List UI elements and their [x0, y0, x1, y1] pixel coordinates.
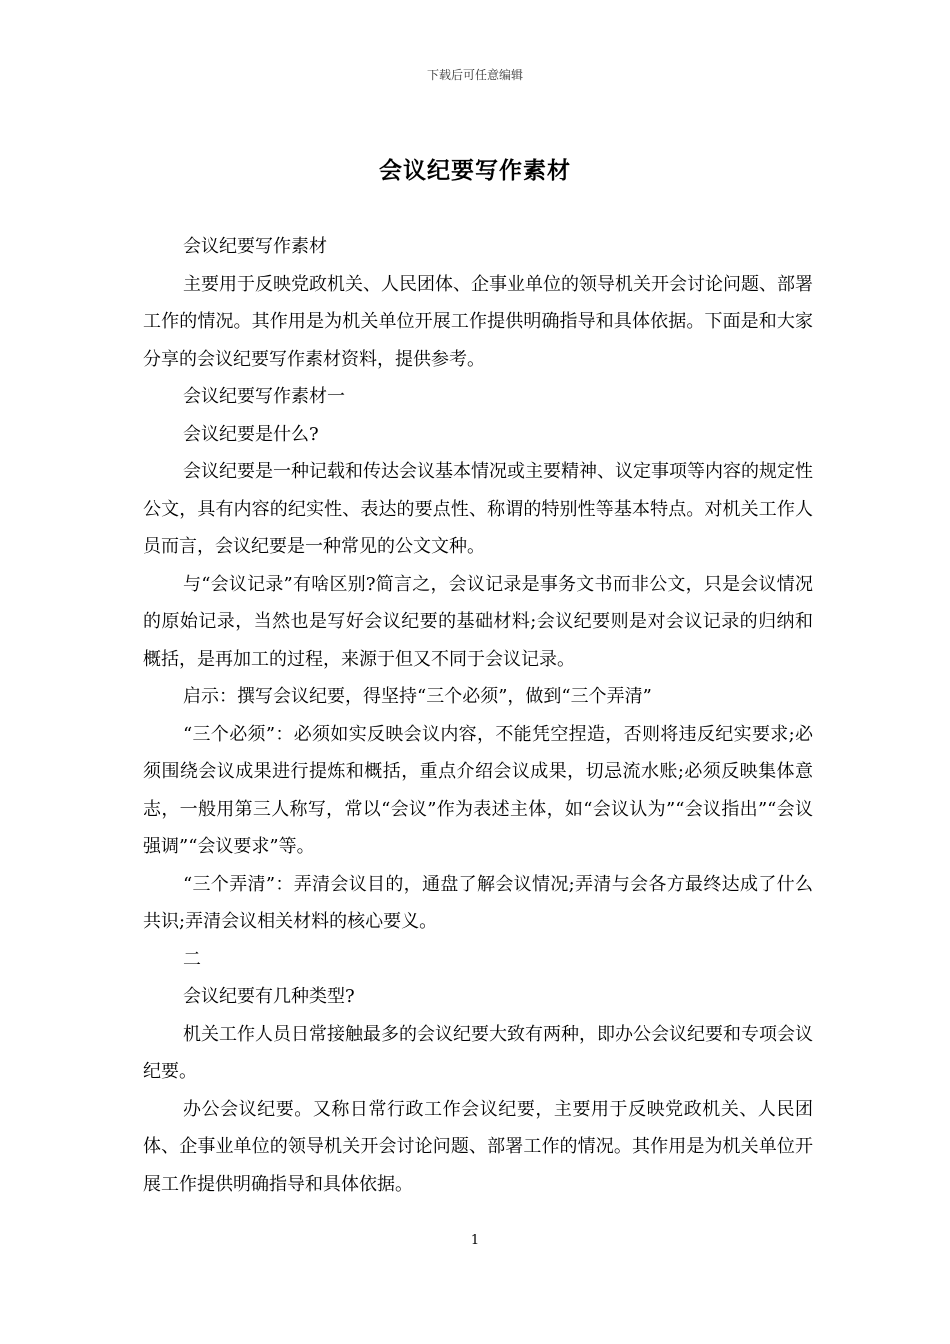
paragraph: 会议纪要写作素材一 — [183, 386, 345, 407]
paragraph: 机关工作人员日常接触最多的会议纪要大致有两种，即办公会议纪要和专项会议纪要。 — [143, 1023, 813, 1082]
paragraph: 会议纪要是什么? — [183, 423, 319, 445]
document-body — [143, 228, 813, 1203]
paragraph: “三个弄清”：弄清会议目的，通盘了解会议情况;弄清与会各方最终达成了什么共识;弄清会议相关材料的核心要义。 — [143, 873, 813, 932]
paragraph: 启示：撰写会议纪要，得坚持“三个必须”，做到“三个弄清” — [183, 686, 652, 707]
page-header-note: 下载后可任意编辑 — [426, 68, 523, 82]
paragraph: 会议纪要是一种记载和传达会议基本情况或主要精神、议定事项等内容的规定性公文，具有内容的纪实性、表达的要点性、称谓的特别性等基本特点。对机关工作人员而言，会议纪要是一种常见的公文文种。 — [143, 461, 813, 557]
page-number: 1 — [470, 1233, 480, 1248]
document-title: 会议纪要写作素材 — [379, 157, 571, 184]
paragraph: 办公会议纪要。又称日常行政工作会议纪要，主要用于反映党政机关、人民团体、企事业单位的领导机关开会讨论问题、部署工作的情况。其作用是为机关单位开展工作提供明确指导和具体依据。 — [143, 1098, 813, 1195]
paragraph: “三个必须”：必须如实反映会议内容，不能凭空捏造，否则将违反纪实要求;必须围绕会议成果进行提炼和概括，重点介绍会议成果，切忌流水账;必须反映集体意志，一般用第三人称写，常以“会议”作为表述主体，如“会议认为”“会议指出”“会议强调”“会议要求”等。 — [143, 723, 813, 857]
paragraph: 会议纪要有几种类型? — [183, 986, 355, 1007]
paragraph: 会议纪要写作素材 — [183, 236, 327, 257]
paragraph: 与“会议记录”有啥区别?简言之，会议记录是事务文书而非公文，只是会议情况的原始记录，当然也是写好会议纪要的基础材料;会议纪要则是对会议记录的归纳和概括，是再加工的过程，来源于但又不同于会议记录。 — [143, 573, 813, 670]
paragraph: 二 — [183, 948, 201, 970]
paragraph: 主要用于反映党政机关、人民团体、企事业单位的领导机关开会讨论问题、部署工作的情况。其作用是为机关单位开展工作提供明确指导和具体依据。下面是和大家分享的会议纪要写作素材资料，提供参考。 — [143, 273, 813, 370]
